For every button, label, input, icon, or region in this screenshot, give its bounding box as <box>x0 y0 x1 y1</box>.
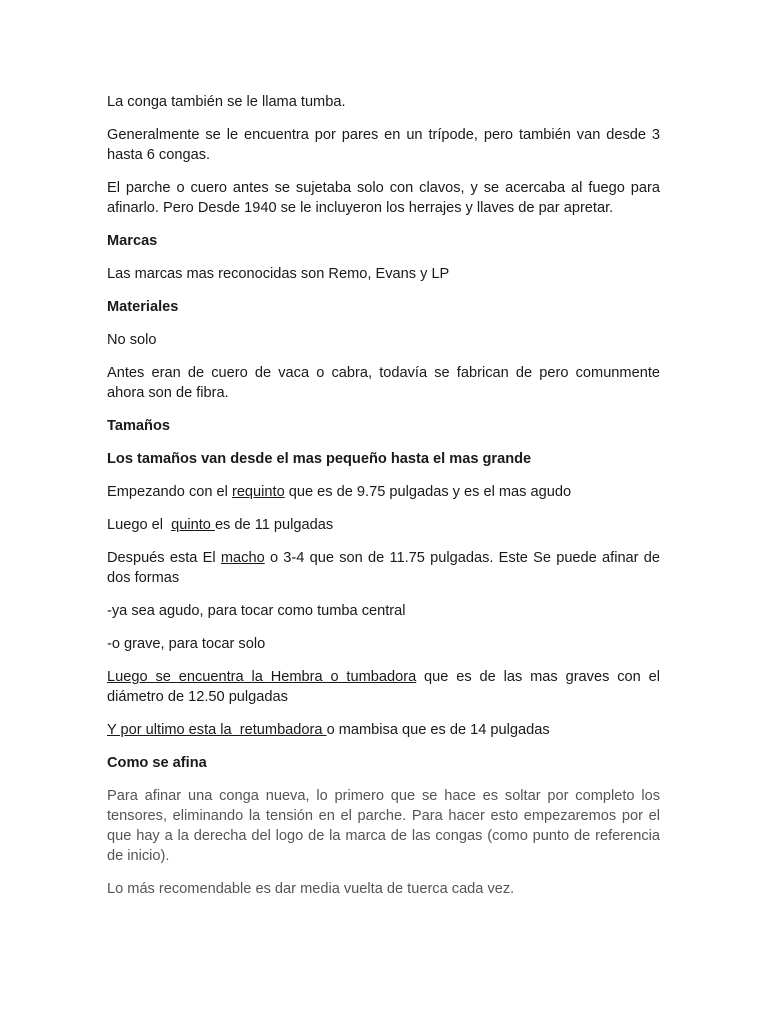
paragraph-hembra <box>107 667 660 707</box>
quinto-link: quinto <box>171 517 215 533</box>
document-page <box>107 82 660 899</box>
quinto-post: es de 11 pulgadas <box>214 517 334 533</box>
paragraph-materiales: Antes eran de cuero de vaca o cabra, todavía se fabrican de pero comunmente ahora son de fibra. <box>107 365 660 401</box>
requinto-link: requinto <box>231 484 285 500</box>
paragraph-quinto <box>107 515 660 535</box>
paragraph-afinar: Para afinar una conga nueva, lo primero que se hace es soltar por completo los tensores, eliminando la tensión en el parche. Para hacer esto empezaremos por el que hay a la derecha del logo de la marca de las congas (como punto de referencia de inicio). <box>107 788 660 864</box>
paragraph-marcas: Las marcas mas reconocidas son Remo, Evans y LP <box>107 266 450 282</box>
paragraph-intro: La conga también se le llama tumba. <box>107 94 346 110</box>
paragraph-pares: Generalmente se le encuentra por pares en un trípode, pero también van desde 3 hasta 6 congas. <box>107 127 660 163</box>
quinto-pre: Luego el <box>107 517 172 533</box>
paragraph-requinto <box>107 482 660 502</box>
paragraph-grave: -o grave, para tocar solo <box>107 636 266 652</box>
paragraph-no-solo: No solo <box>107 332 157 348</box>
macho-link: macho <box>220 550 265 566</box>
macho-pre: Después esta El <box>107 550 221 566</box>
paragraph-recomendable: Lo más recomendable es dar media vuelta de tuerca cada vez. <box>107 881 515 897</box>
macho-post: o 3-4 que son de 11.75 pulgadas. Este Se puede afinar de dos formas <box>107 550 661 586</box>
hembra-post: que es de las mas graves con el diámetro de 12.50 pulgadas <box>107 669 660 705</box>
paragraph-parche: El parche o cuero antes se sujetaba solo con clavos, y se acercaba al fuego para afinarlo. Pero Desde 1940 se le incluyeron los herrajes y llaves de par apretar. <box>107 180 660 216</box>
heading-materiales: Materiales <box>107 299 179 315</box>
heading-tamanos: Tamaños <box>107 418 170 434</box>
paragraph-agudo: -ya sea agudo, para tocar como tumba central <box>107 603 406 619</box>
subheading-tamanos: Los tamaños van desde el mas pequeño hasta el mas grande <box>107 451 532 467</box>
heading-como-se-afina: Como se afina <box>107 755 207 771</box>
retumbadora-post: o mambisa que es de 14 pulgadas <box>326 722 550 738</box>
paragraph-retumbadora <box>107 720 660 740</box>
heading-marcas: Marcas <box>107 233 158 249</box>
requinto-pre: Empezando con el <box>107 484 232 500</box>
retumbadora-link: Y por ultimo esta la retumbadora <box>107 722 327 738</box>
requinto-post: que es de 9.75 pulgadas y es el mas agudo <box>284 484 572 500</box>
paragraph-macho <box>107 548 660 588</box>
hembra-link: Luego se encuentra la Hembra o tumbadora <box>107 669 417 685</box>
